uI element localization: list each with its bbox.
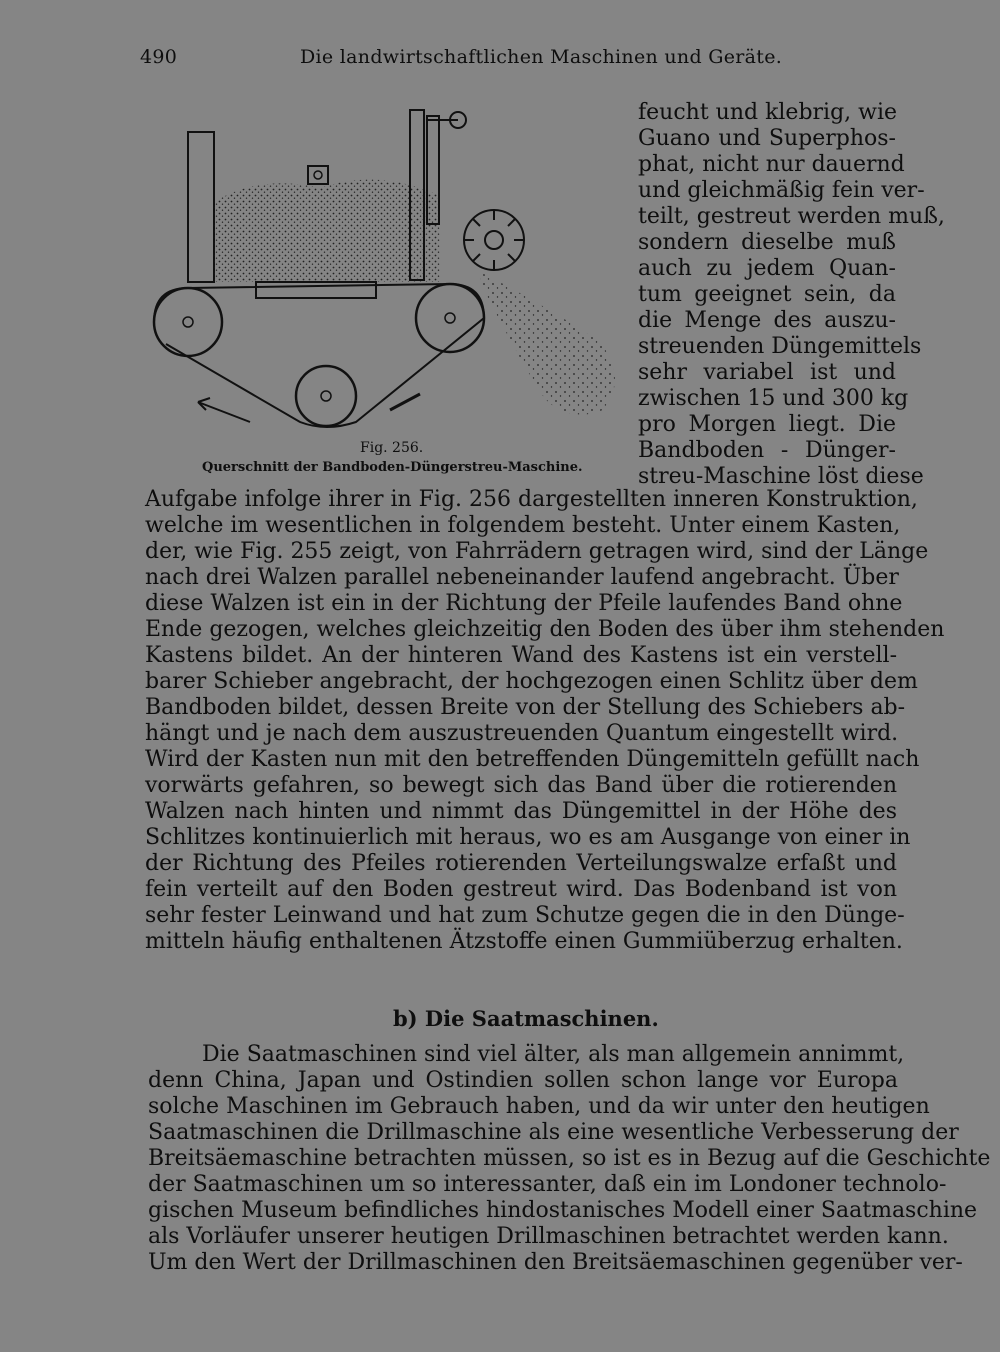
page-header bbox=[140, 46, 900, 76]
side-text-column bbox=[638, 100, 945, 490]
text-line: mitteln häufig enthaltenen Ätzstoffe einen Gummiüberzug erhalten. bbox=[145, 929, 903, 954]
text-line: feucht und klebrig, wie bbox=[638, 100, 898, 125]
text-line: streu-Maschine löst diese bbox=[638, 464, 924, 489]
text-line: sehr fester Leinwand und hat zum Schutze gegen die in den Dünge- bbox=[145, 903, 905, 928]
text-line: auch zu jedem Quan- bbox=[638, 256, 896, 281]
text-line: zwischen 15 und 300 kg bbox=[638, 386, 909, 411]
text-line: diese Walzen ist ein in der Richtung der Pfeile laufendes Band ohne bbox=[145, 591, 903, 616]
text-line: Saatmaschinen die Drillmaschine als eine wesentliche Verbesserung der bbox=[148, 1120, 959, 1145]
text-line: pro Morgen liegt. Die bbox=[638, 412, 896, 437]
text-line: streuenden Düngemittels bbox=[638, 334, 922, 359]
text-line: fein verteilt auf den Boden gestreut wird. Das Bodenband ist von bbox=[145, 877, 897, 902]
page-number: 490 bbox=[140, 46, 178, 68]
second-text-block bbox=[148, 1042, 991, 1276]
figure-number: Fig. 256. bbox=[360, 440, 424, 456]
text-line: gischen Museum befindliches hindostanisches Modell einer Saatmaschine bbox=[148, 1198, 978, 1223]
text-line: Kastens bildet. An der hinteren Wand des Kastens ist ein verstell- bbox=[145, 643, 897, 668]
section-heading: b) Die Saatmaschinen. bbox=[393, 1006, 659, 1031]
main-text-block bbox=[145, 487, 945, 955]
text-line: Um den Wert der Drillmaschinen den Breitsäemaschinen gegenüber ver- bbox=[148, 1250, 963, 1275]
text-line: barer Schieber angebracht, der hochgezogen einen Schlitz über dem bbox=[145, 669, 918, 694]
text-line: der Richtung des Pfeiles rotierenden Verteilungswalze erfaßt und bbox=[145, 851, 897, 876]
text-line: der, wie Fig. 255 zeigt, von Fahrrädern getragen wird, sind der Länge bbox=[145, 539, 929, 564]
figure-256 bbox=[140, 92, 630, 492]
text-line: nach drei Walzen parallel nebeneinander laufend angebracht. Über bbox=[145, 565, 899, 590]
text-line: vorwärts gefahren, so bewegt sich das Band über die rotierenden bbox=[145, 773, 897, 798]
figure-caption: Querschnitt der Bandboden-Düngerstreu-Maschine. bbox=[202, 460, 583, 475]
text-line: Ende gezogen, welches gleichzeitig den Boden des über ihm stehenden bbox=[145, 617, 945, 642]
text-line: tum geeignet sein, da bbox=[638, 282, 896, 307]
text-line: welche im wesentlichen in folgendem besteht. Unter einem Kasten, bbox=[145, 513, 901, 538]
text-line: hängt und je nach dem auszustreuenden Quantum eingestellt wird. bbox=[145, 721, 899, 746]
text-line: solche Maschinen im Gebrauch haben, und da wir unter den heutigen bbox=[148, 1094, 930, 1119]
text-line: denn China, Japan und Ostindien sollen schon lange vor Europa bbox=[148, 1068, 898, 1093]
running-title: Die landwirtschaftlichen Maschinen und Geräte. bbox=[300, 46, 783, 68]
text-line: Breitsäemaschine betrachten müssen, so ist es in Bezug auf die Geschichte bbox=[148, 1146, 991, 1171]
text-line: der Saatmaschinen um so interessanter, daß ein im Londoner technolo- bbox=[148, 1172, 947, 1197]
text-line: sehr variabel ist und bbox=[638, 360, 896, 385]
text-line: Bandboden - Dünger- bbox=[638, 438, 896, 463]
text-line: sondern dieselbe muß bbox=[638, 230, 896, 255]
text-line: Wird der Kasten nun mit den betreffenden Düngemitteln gefüllt nach bbox=[145, 747, 920, 772]
text-line: die Menge des auszu- bbox=[638, 308, 896, 333]
text-line: Walzen nach hinten und nimmt das Düngemittel in der Höhe des bbox=[145, 799, 897, 824]
text-line: Guano und Superphos- bbox=[638, 126, 896, 151]
text-line: phat, nicht nur dauernd bbox=[638, 152, 905, 177]
manure-spreader-cross-section-illustration bbox=[140, 92, 630, 452]
text-line: Bandboden bildet, dessen Breite von der Stellung des Schiebers ab- bbox=[145, 695, 906, 720]
text-line: Aufgabe infolge ihrer in Fig. 256 dargestellten inneren Konstruktion, bbox=[145, 487, 918, 512]
text-line: Schlitzes kontinuierlich mit heraus, wo es am Ausgange von einer in bbox=[145, 825, 911, 850]
text-line: Die Saatmaschinen sind viel älter, als man allgemein annimmt, bbox=[202, 1042, 905, 1067]
text-line: und gleichmäßig fein ver- bbox=[638, 178, 925, 203]
text-line: teilt, gestreut werden muß, bbox=[638, 204, 945, 229]
text-line: als Vorläufer unserer heutigen Drillmaschinen betrachtet werden kann. bbox=[148, 1224, 949, 1249]
